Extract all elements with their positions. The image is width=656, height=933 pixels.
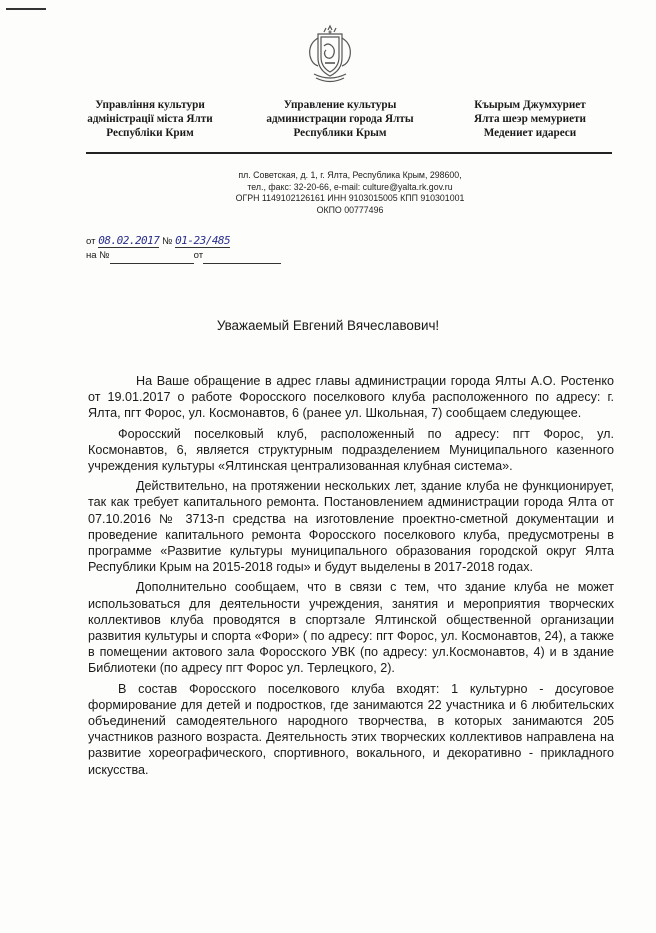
phone-email-line: тел., факс: 32-20-66, e-mail: culture@yalta.rk.gov.ru xyxy=(247,181,453,192)
letterhead-ukrainian xyxy=(60,98,240,140)
paragraph: В состав Форосского поселкового клуба входят: 1 культурно - досуговое формирование для детей и подростков, где занимаются 22 участника и 6 любительских объединений самодеятельного народного творчества, в которых занимаются 205 участников разного возраста. Деятельность этих творческих коллективов направлена на развитие хореографического, спортивного, вокального, и декоративно - прикладного искусства. xyxy=(88,681,614,777)
from-label: от xyxy=(86,236,96,247)
reply-to-date-label: от xyxy=(193,250,204,261)
letterhead-line: администрации города Ялты xyxy=(266,113,414,125)
reply-to-number-blank xyxy=(110,249,194,264)
letterhead-line: Къырым Джумхуриет xyxy=(474,99,586,111)
reply-to-label: на № xyxy=(86,250,110,261)
letterhead-line: Управління культури xyxy=(95,99,205,111)
letterhead-crimean-tatar xyxy=(440,98,620,140)
letterhead-line: адміністрації міста Ялти xyxy=(87,113,213,125)
contact-block xyxy=(150,170,550,216)
letterhead-line: Республіки Крим xyxy=(106,127,194,139)
okpo-line: ОКПО 00777496 xyxy=(316,204,384,215)
paragraph: Форосский поселковый клуб, расположенный по адресу: пгт Форос, ул. Космонавтов, 6, является структурным подразделением Муниципального казенного учреждения культуры «Ялтинская централизованная клубная система». xyxy=(88,426,614,474)
salutation: Уважаемый Евгений Вячеславович! xyxy=(216,318,440,333)
letterhead-line: Медениет идареси xyxy=(483,127,577,139)
letterhead-line: Республики Крым xyxy=(293,127,387,139)
header-divider xyxy=(86,152,612,154)
registry-codes-line: ОГРН 1149102126161 ИНН 9103015005 КПП 910301001 xyxy=(235,193,465,204)
paragraph: Дополнительно сообщаем, что в связи с тем, что здание клуба не может использоваться для деятельности учреждения, занятия и мероприятия творческих коллективов клуба проводятся в спортзале Ялтинской общественной организации развития культуры и спорта «Фори» ( по адресу: пгт Форос, ул. Космонавтов, 24), а также в помещении актового зала Форосского УВК (по адресу: ул.Космонавтов, 4) и в здание Библиотеки (по адресу пгт Форос ул. Терлецкого, 2). xyxy=(88,580,614,676)
corner-mark xyxy=(6,8,46,10)
letterhead-line: Ялта шеэр мемуриети xyxy=(473,113,587,125)
letterhead-russian xyxy=(250,98,430,140)
outgoing-number: 01-23/485 xyxy=(175,234,231,247)
letterhead xyxy=(60,98,620,140)
paragraph: На Ваше обращение в адрес главы администрации города Ялты А.О. Ростенко от 19.01.2017 о работе Форосского поселкового клуба расположенного по адресу: г. Ялта, пгт Форос, ул. Космонавтов, 6 (ранее ул. Школьная, 7) сообщаем следующее. xyxy=(88,374,614,421)
letter-body xyxy=(88,373,614,782)
reply-to-date-blank xyxy=(203,249,281,264)
address-line: пл. Советская, д. 1, г. Ялта, Республика Крым, 298600, xyxy=(238,170,462,180)
registration-block xyxy=(86,234,281,264)
outgoing-date: 08.02.2017 xyxy=(98,234,160,247)
number-label: № xyxy=(162,236,173,247)
letterhead-line: Управление культуры xyxy=(283,99,397,111)
coat-of-arms-icon xyxy=(304,24,356,84)
paragraph: Действительно, на протяжении нескольких лет, здание клуба не функционирует, так как требует капитального ремонта. Постановлением администрации города Ялта от 07.10.2016 № 3713-п средства на изготовление проектно-сметной документации и проведение капитального ремонта Форосского поселкового клуба, предусмотрены в программе «Развитие культуры муниципального образования городской округ Ялта Республики Крым на 2015-2018 годы» и будут выделены в 2017-2018 годах. xyxy=(88,479,614,575)
